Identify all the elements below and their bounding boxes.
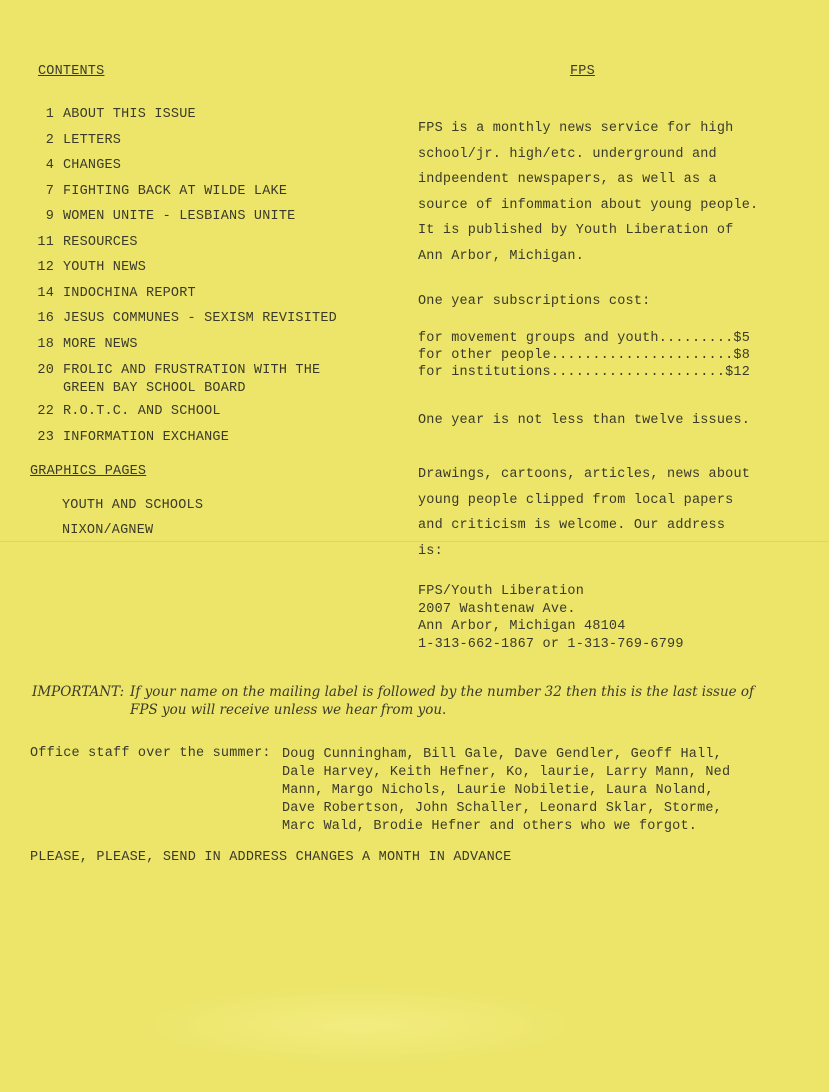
price-list bbox=[418, 330, 818, 381]
paper-smudge bbox=[140, 985, 580, 1065]
about-line: FPS is a monthly news service for high bbox=[418, 121, 734, 136]
year-note: One year is not less than twelve issues. bbox=[418, 413, 751, 428]
contents-page-number: 18 bbox=[37, 337, 54, 352]
contents-page-number: 12 bbox=[37, 260, 54, 275]
contents-page-number: 2 bbox=[45, 133, 54, 148]
contents-title: JESUS COMMUNES - SEXISM REVISITED bbox=[63, 311, 337, 326]
staff-names: Doug Cunningham, Bill Gale, Dave Gendler, Geoff Hall, Dale Harvey, Keith Hefner, Ko, laurie, Larry Mann, Ned Mann, Margo Nichols, Laurie Nobiletie, Laura Noland, Dave Robertson, John Schaller, Leonard Sklar, Storme, Marc Wald, Brodie Hefner and others who we forgot. bbox=[282, 747, 731, 834]
contents-item bbox=[24, 285, 196, 303]
graphics-item: YOUTH AND SCHOOLS bbox=[62, 498, 204, 513]
contents-page-number: 1 bbox=[45, 107, 54, 122]
contents-title: ABOUT THIS ISSUE bbox=[63, 107, 196, 122]
about-line: school/jr. high/etc. underground and bbox=[418, 146, 717, 162]
contents-title: R.O.T.C. AND SCHOOL bbox=[63, 404, 221, 419]
contents-item bbox=[24, 259, 146, 277]
contents-title: FROLIC AND FRUSTRATION WITH THE GREEN BAY SCHOOL BOARD bbox=[63, 363, 321, 396]
important-label: IMPORTANT: bbox=[32, 684, 125, 700]
submissions-paragraph bbox=[418, 462, 818, 565]
contents-item bbox=[24, 106, 196, 124]
address-line: FPS/Youth Liberation bbox=[418, 584, 585, 599]
contents-title: LETTERS bbox=[63, 133, 122, 148]
about-paragraph bbox=[418, 116, 818, 269]
price-amount: $12 bbox=[725, 365, 750, 380]
contents-title: WOMEN UNITE - LESBIANS UNITE bbox=[63, 209, 296, 224]
price-row bbox=[418, 330, 750, 347]
contents-title: CHANGES bbox=[63, 158, 122, 173]
contents-item bbox=[24, 234, 138, 252]
price-row bbox=[418, 347, 750, 364]
contents-title: INFORMATION EXCHANGE bbox=[63, 430, 230, 445]
contents-page-number: 9 bbox=[45, 209, 54, 224]
subscriptions-heading: One year subscriptions cost: bbox=[418, 294, 651, 309]
contents-page-number: 7 bbox=[45, 184, 54, 199]
about-line: indpeendent newspapers, as well as a bbox=[418, 172, 717, 187]
price-amount: $8 bbox=[733, 348, 750, 363]
contents-title: MORE NEWS bbox=[63, 337, 138, 352]
contents-item bbox=[24, 403, 221, 421]
phone-line: 1-313-662-1867 or 1-313-769-6799 bbox=[418, 636, 684, 652]
contents-title: RESOURCES bbox=[63, 235, 138, 250]
contents-item bbox=[24, 208, 295, 226]
about-line: source of infommation about young people. bbox=[418, 197, 759, 213]
address-change-request: PLEASE, PLEASE, SEND IN ADDRESS CHANGES A MONTH IN ADVANCE bbox=[30, 850, 512, 865]
graphics-heading: GRAPHICS PAGES bbox=[30, 464, 147, 479]
contents-page-number: 11 bbox=[37, 235, 54, 250]
contents-page-number: 14 bbox=[37, 286, 54, 301]
submissions-line: and criticism is welcome. Our address bbox=[418, 518, 726, 534]
contents-item bbox=[24, 132, 121, 150]
contents-page-number: 23 bbox=[37, 430, 54, 445]
about-line: Ann Arbor, Michigan. bbox=[418, 248, 585, 264]
important-text: If your name on the mailing label is followed by the number 32 then this is the last issue of FPS you will receive unless we hear from you. bbox=[130, 684, 755, 718]
submissions-line: young people clipped from local papers bbox=[418, 492, 734, 508]
contents-item bbox=[24, 310, 337, 328]
contents-item bbox=[24, 336, 138, 354]
submissions-line: Drawings, cartoons, articles, news about bbox=[418, 467, 751, 482]
fps-heading: FPS bbox=[570, 64, 595, 79]
contents-item bbox=[24, 429, 229, 447]
contents-item bbox=[24, 362, 320, 398]
price-label: for institutions bbox=[418, 365, 551, 380]
price-row bbox=[418, 364, 750, 381]
price-amount: $5 bbox=[733, 331, 750, 346]
contents-page-number: 22 bbox=[37, 404, 54, 419]
price-label: for movement groups and youth bbox=[418, 331, 659, 346]
staff-label: Office staff over the summer: bbox=[30, 746, 271, 761]
contents-heading: CONTENTS bbox=[38, 64, 105, 79]
contents-title: YOUTH NEWS bbox=[63, 260, 147, 275]
contents-item bbox=[24, 183, 287, 201]
mailing-address bbox=[418, 583, 818, 653]
contents-page-number: 16 bbox=[37, 311, 54, 326]
contents-page-number: 4 bbox=[45, 158, 54, 173]
graphics-list bbox=[62, 498, 203, 548]
address-line: Ann Arbor, Michigan 48104 bbox=[418, 619, 626, 634]
contents-title: FIGHTING BACK AT WILDE LAKE bbox=[63, 184, 288, 199]
submissions-line: is: bbox=[418, 544, 443, 560]
address-line: 2007 Washtenaw Ave. bbox=[418, 601, 576, 617]
price-label: for other people bbox=[418, 348, 551, 363]
about-line: It is published by Youth Liberation of bbox=[418, 223, 734, 238]
graphics-item: NIXON/AGNEW bbox=[62, 523, 154, 538]
contents-title: INDOCHINA REPORT bbox=[63, 286, 196, 301]
contents-item bbox=[24, 157, 121, 175]
contents-page-number: 20 bbox=[37, 363, 54, 378]
